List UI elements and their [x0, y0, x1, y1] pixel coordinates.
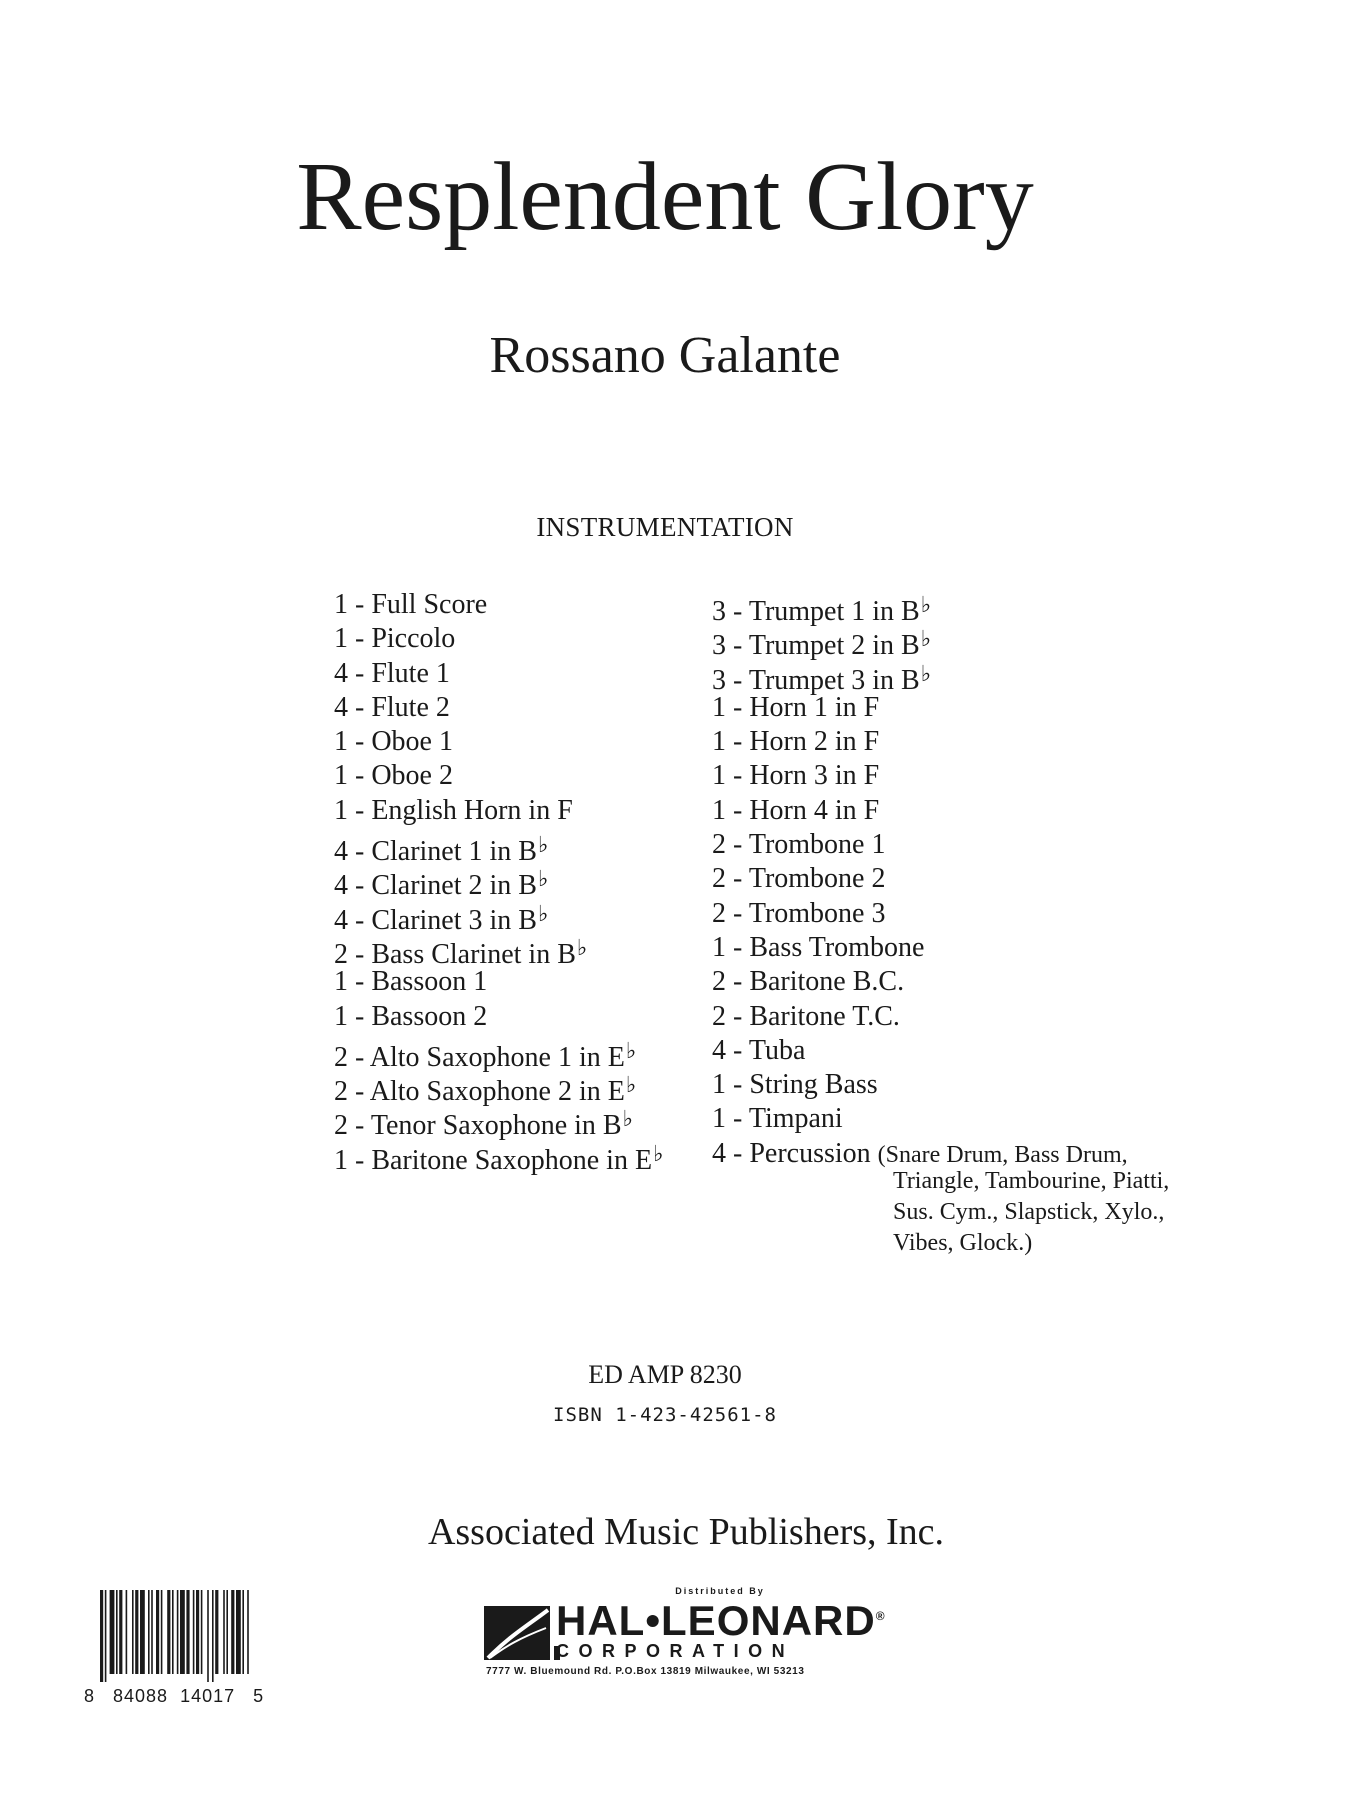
instrument-label: 2 - Baritone B.C.: [712, 966, 905, 998]
percussion-detail-continued: [893, 1166, 1169, 1259]
instrument-item: [712, 657, 1128, 696]
instrument-item: [712, 828, 1128, 862]
barcode-bar: [126, 1590, 128, 1674]
barcode-bar: [116, 1590, 118, 1674]
barcode-bar: [140, 1590, 145, 1674]
instrument-label: 2 - Trombone 2: [712, 863, 886, 895]
instrument-label: 1 - Full Score: [334, 589, 488, 620]
barcode-bar: [172, 1590, 174, 1674]
publisher-name: Associated Music Publishers, Inc.: [427, 1511, 945, 1553]
barcode-bar: [135, 1590, 138, 1674]
flat-sign-icon: ♭: [920, 592, 932, 617]
instrument-item: [334, 622, 663, 656]
instrument-item: [712, 622, 1128, 662]
barcode-bar: [119, 1590, 122, 1674]
barcode-bar: [148, 1590, 150, 1674]
instrument-item: [334, 931, 663, 970]
instrument-label: 2 - Alto Saxophone 1 in E: [334, 1041, 625, 1073]
instrument-item: [712, 725, 1128, 759]
flat-sign-icon: ♭: [576, 934, 588, 960]
instrument-label: 4 - Clarinet 1 in B: [334, 836, 537, 868]
instrument-item: [712, 965, 1128, 999]
instrument-item: [334, 794, 663, 828]
barcode-bar: [223, 1590, 225, 1674]
distributor-address: 7777 W. Bluemound Rd. P.O.Box 13819 Milwaukee, WI 53213: [486, 1666, 805, 1677]
barcode-bar: [201, 1590, 203, 1674]
flat-sign-icon: ♭: [537, 900, 549, 926]
percussion-detail-line: (Snare Drum, Bass Drum,: [877, 1141, 1128, 1168]
composer-name: Rossano Galante: [489, 327, 841, 384]
instrument-label: 4 - Clarinet 2 in B: [334, 870, 537, 902]
flat-sign-icon: ♭: [653, 1140, 664, 1166]
instrument-item: [334, 759, 663, 793]
instrument-list-left: [334, 588, 664, 1176]
barcode-bar: [177, 1590, 179, 1674]
barcode-image: [98, 1590, 320, 1682]
instrument-label: 4 - Clarinet 3 in B: [334, 904, 537, 936]
flat-sign-icon: ♭: [537, 832, 549, 858]
instrument-item: [712, 1034, 1128, 1068]
instrument-item: [334, 828, 663, 868]
instrument-label: 3 - Trumpet 1 in B: [712, 596, 920, 627]
distributor-name: [556, 1597, 886, 1644]
barcode-bar: [132, 1590, 134, 1674]
flat-sign-icon: ♭: [920, 626, 932, 652]
instrument-label: 4 - Flute 2: [334, 691, 450, 723]
instrument-label: 4 - Flute 1: [334, 657, 450, 689]
barcode-bar: [196, 1590, 199, 1674]
instrument-item: [712, 794, 1128, 828]
instrument-item: [334, 1034, 663, 1073]
barcode-bar: [167, 1590, 170, 1674]
instrument-label: 1 - Oboe 2: [334, 760, 453, 792]
barcode-bar: [242, 1590, 244, 1674]
registered-mark: ®: [875, 1609, 886, 1623]
instrument-label: 1 - Piccolo: [334, 623, 456, 655]
instrument-label: 1 - Horn 1 in F: [712, 691, 880, 723]
isbn-number: ISBN 1-423-42561-8: [553, 1404, 777, 1426]
instrument-label: 3 - Trumpet 3 in B: [712, 664, 920, 696]
instrument-item: [334, 691, 663, 725]
barcode-bar: [186, 1590, 189, 1674]
percussion-detail-line: Sus. Cym., Slapstick, Xylo.,: [893, 1199, 1165, 1225]
barcode-bar: [231, 1590, 234, 1674]
barcode-bar: [247, 1590, 249, 1674]
instrument-item: [334, 1068, 663, 1108]
instrument-item: [712, 862, 1128, 896]
barcode-bar: [151, 1590, 153, 1674]
barcode-bar: [193, 1590, 195, 1674]
instrument-label: 1 - Oboe 1: [334, 726, 453, 758]
instrument-item: [334, 897, 663, 936]
flat-sign-icon: ♭: [920, 660, 932, 686]
instrument-label: 1 - Bassoon 1: [334, 966, 488, 998]
instrument-label: 1 - String Bass: [712, 1069, 878, 1101]
barcode-bar: [161, 1590, 163, 1674]
instrument-label: 1 - Horn 2 in F: [712, 726, 880, 758]
instrument-label: 1 - English Horn in F: [334, 794, 573, 826]
instrument-item: [334, 1137, 664, 1176]
percussion-detail-line: Vibes, Glock.): [893, 1230, 1033, 1256]
instrument-item: [712, 1068, 1128, 1102]
instrument-label: 2 - Alto Saxophone 2 in E: [334, 1076, 625, 1108]
instrument-list-right: [712, 588, 1128, 1171]
instrument-label: 1 - Bassoon 2: [334, 1000, 488, 1032]
flat-sign-icon: ♭: [622, 1106, 633, 1132]
instrument-item: [712, 1000, 1128, 1034]
barcode-bar: [215, 1590, 218, 1674]
instrument-label: 4 - Tuba: [712, 1034, 806, 1066]
barcode-bar: [156, 1590, 159, 1674]
instrument-item: [712, 931, 1128, 965]
instrument-item: [334, 965, 663, 999]
barcode-bar: [207, 1590, 209, 1682]
instrument-label: 2 - Bass Clarinet in B: [334, 938, 576, 970]
score-title: Resplendent Glory: [296, 143, 1034, 251]
barcode-bar: [226, 1590, 228, 1674]
distributor-name-text: HAL•LEONARD: [556, 1597, 876, 1644]
flat-sign-icon: ♭: [537, 866, 549, 892]
instrument-item: [712, 759, 1128, 793]
instrument-label: 1 - Baritone Saxophone in E: [334, 1144, 653, 1176]
instrument-label: 1 - Bass Trombone: [712, 931, 925, 963]
instrument-item: [712, 1102, 1128, 1136]
instrument-label: 2 - Tenor Saxophone in B: [334, 1110, 622, 1142]
instrument-item: [334, 1000, 663, 1034]
distributed-by-label: Distributed By: [675, 1586, 765, 1596]
barcode-bar: [212, 1590, 214, 1682]
barcode-bar: [236, 1590, 241, 1674]
edition-number: ED AMP 8230: [588, 1360, 742, 1389]
instrument-item: [334, 862, 663, 902]
barcode-bar: [105, 1590, 107, 1682]
instrument-label: 2 - Trombone 3: [712, 897, 886, 929]
instrument-label: 3 - Trumpet 2 in B: [712, 630, 920, 662]
instrument-label: 1 - Timpani: [712, 1103, 843, 1135]
flat-sign-icon: ♭: [625, 1037, 637, 1063]
instrument-item: [334, 588, 663, 622]
instrument-item: [334, 1102, 663, 1142]
instrument-label: 2 - Trombone 1: [712, 829, 886, 861]
barcode-bar: [100, 1590, 103, 1682]
instrument-item: [712, 691, 1128, 725]
flat-sign-icon: ♭: [625, 1072, 637, 1098]
instrument-label: 1 - Horn 3 in F: [712, 760, 880, 792]
instrument-item: [712, 897, 1128, 931]
barcode-bar: [110, 1590, 115, 1674]
percussion-label: 4 - Percussion: [712, 1137, 878, 1169]
percussion-detail-line: Triangle, Tambourine, Piatti,: [893, 1168, 1170, 1194]
instrument-label: 2 - Baritone T.C.: [712, 1000, 900, 1032]
instrument-item: [712, 588, 1128, 627]
barcode-digits: 8 84088 14017 5: [84, 1686, 265, 1706]
instrument-item: [334, 657, 663, 691]
instrumentation-heading: INSTRUMENTATION: [536, 512, 794, 542]
barcode-bar: [180, 1590, 185, 1674]
distributor-corporation: CORPORATION: [556, 1641, 795, 1661]
instrument-label: 1 - Horn 4 in F: [712, 794, 880, 826]
instrument-item: [334, 725, 663, 759]
